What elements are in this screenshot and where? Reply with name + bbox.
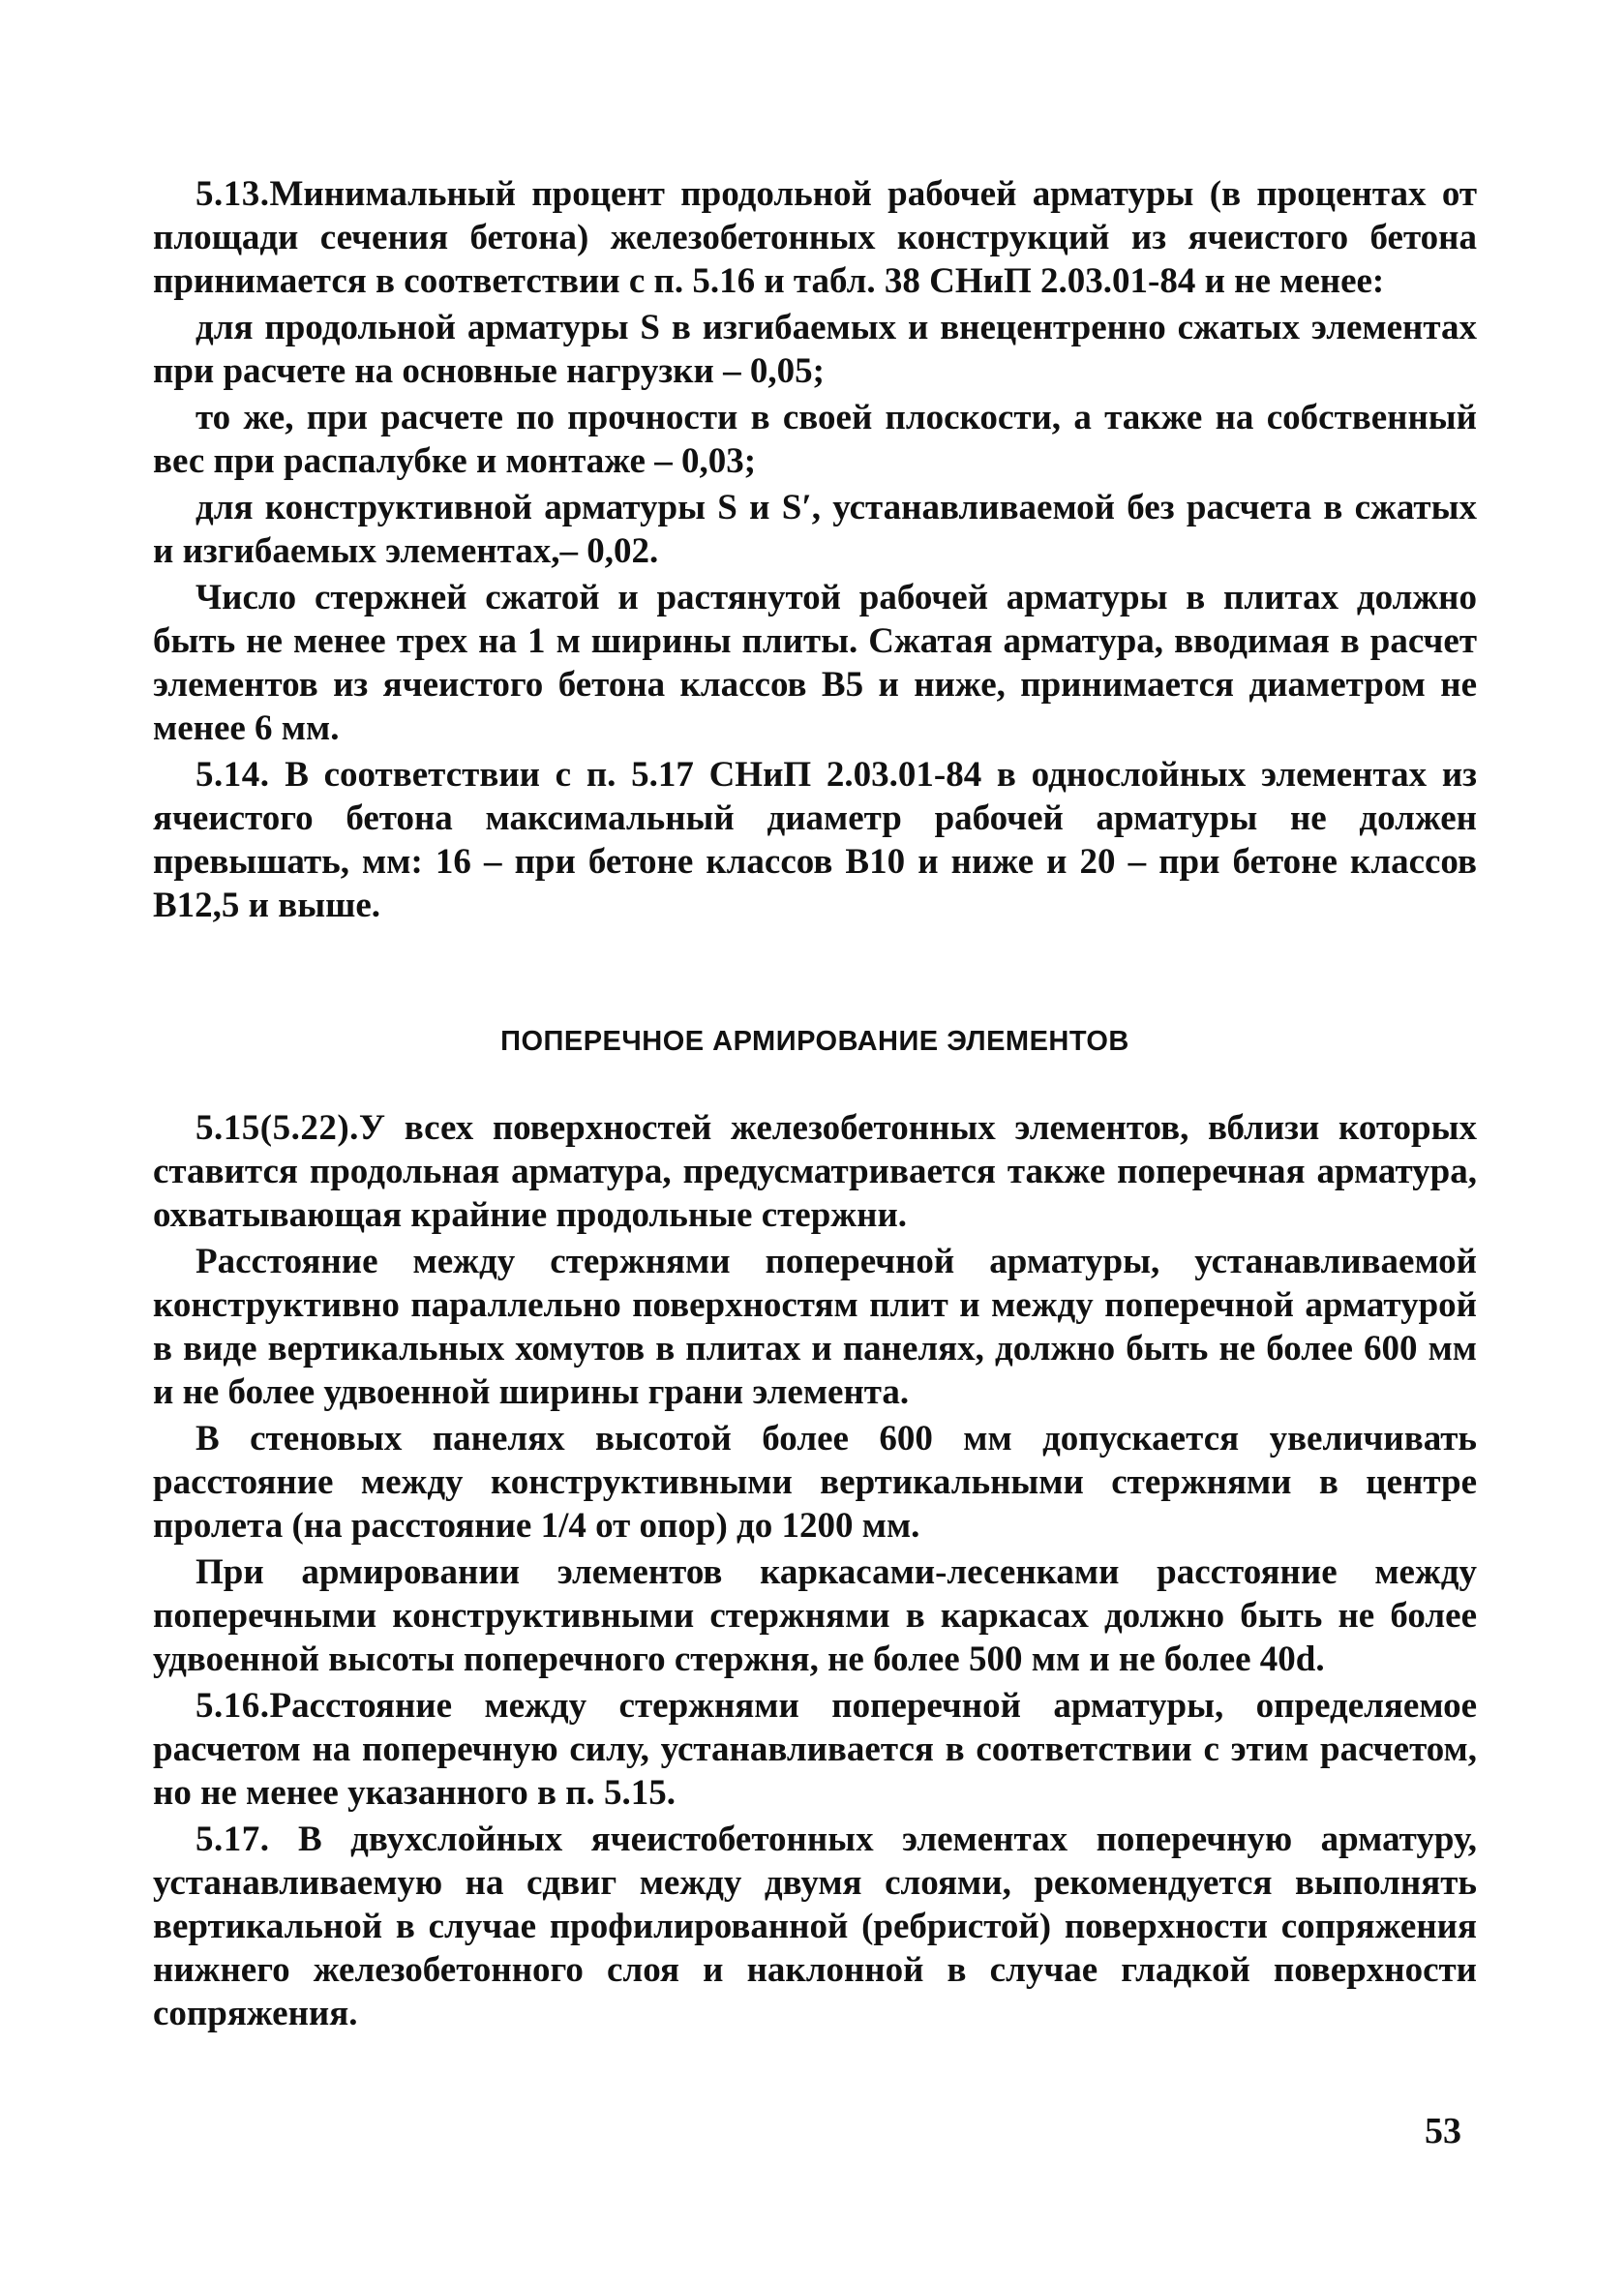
paragraph-5-13	[153, 172, 1477, 303]
paragraph-text: У всех поверхностей железобетонных элементов, вблизи которых ставится продольная арматура, предусматривается также поперечная арматура, охватывающая крайние продольные стержни.	[153, 1108, 1477, 1235]
section-transverse-reinforcement	[153, 1106, 1477, 2035]
paragraph-ladder-frames: При армировании элементов каркасами-лесенками расстояние между поперечными конструктивными стержнями в каркасах должно быть не более удвоенной высоты поперечного стержня, не более 500 мм и не более 40d.	[153, 1552, 1477, 1679]
section-heading: ПОПЕРЕЧНОЕ АРМИРОВАНИЕ ЭЛЕМЕНТОВ	[500, 1026, 1129, 1057]
paragraph-5-16	[153, 1684, 1477, 1815]
section-requirements-longitudinal	[153, 172, 1477, 927]
paragraph-distance: Расстояние между стержнями поперечной арматуры, устанавливаемой конструктивно параллельно поверхностям плит и между поперечной арматурой в виде вертикальных хомутов в плитах и панелях, должно быть не более 600 мм и не более удвоенной ширины грани элемента.	[153, 1242, 1477, 1412]
paragraph-5-15	[153, 1106, 1477, 1237]
clause-number: 5.15(5.22).	[195, 1108, 359, 1148]
page-number: 53	[1425, 2111, 1461, 2151]
paragraph-text: Минимальный процент продольной рабочей арматуры (в процентах от площади сечения бетона) железобетонных конструкций из ячеистого бетона принимается в соответствии с п. 5.16 и табл. 38 СНиП 2.03.01-84 и не менее:	[153, 174, 1477, 301]
paragraph-rods: Число стержней сжатой и растянутой рабочей арматуры в плитах должно быть не менее трех на 1 м ширины плиты. Сжатая арматура, вводимая в расчет элементов из ячеистого бетона классов В5 и ниже, принимается диаметром не менее 6 мм.	[153, 578, 1477, 748]
paragraph-text: В соответствии с п. 5.17 СНиП 2.03.01-84 в однослойных элементах из ячеистого бетона максимальный диаметр рабочей арматуры не должен превышать, мм: 16 – при бетоне классов В10 и ниже и 20 – при бетоне классов В12,5 и выше.	[153, 755, 1477, 925]
paragraph-5-17	[153, 1818, 1477, 2035]
clause-number: 5.17.	[195, 1820, 270, 1859]
list-item: то же, при расчете по прочности в своей плоскости, а также на собственный вес при распалубке и монтаже – 0,03;	[153, 398, 1477, 481]
paragraph-wall-panels: В стеновых панелях высотой более 600 мм допускается увеличивать расстояние между конструктивными вертикальными стержнями в центре пролета (на расстояние 1/4 от опор) до 1200 мм.	[153, 1419, 1477, 1546]
clause-number: 5.13.	[195, 174, 270, 214]
list-item: для конструктивной арматуры S и S′, устанавливаемой без расчета в сжатых и изгибаемых элементах,– 0,02.	[153, 488, 1477, 571]
clause-number: 5.14.	[195, 755, 270, 795]
paragraph-text: Расстояние между стержнями поперечной арматуры, определяемое расчетом на поперечную силу, устанавливается в соответствии с этим расчетом, но не менее указанного в п. 5.15.	[153, 1686, 1477, 1813]
paragraph-5-14	[153, 753, 1477, 927]
list-item: для продольной арматуры S в изгибаемых и внецентренно сжатых элементах при расчете на основные нагрузки – 0,05;	[153, 308, 1477, 391]
clause-number: 5.16.	[195, 1686, 270, 1726]
paragraph-text: В двухслойных ячеистобетонных элементах поперечную арматуру, устанавливаемую на сдвиг между двумя слоями, рекомендуется выполнять вертикальной в случае профилированной (ребристой) поверхности сопряжения нижнего железобетонного слоя и наклонной в случае гладкой поверхности сопряжения.	[153, 1820, 1478, 2033]
